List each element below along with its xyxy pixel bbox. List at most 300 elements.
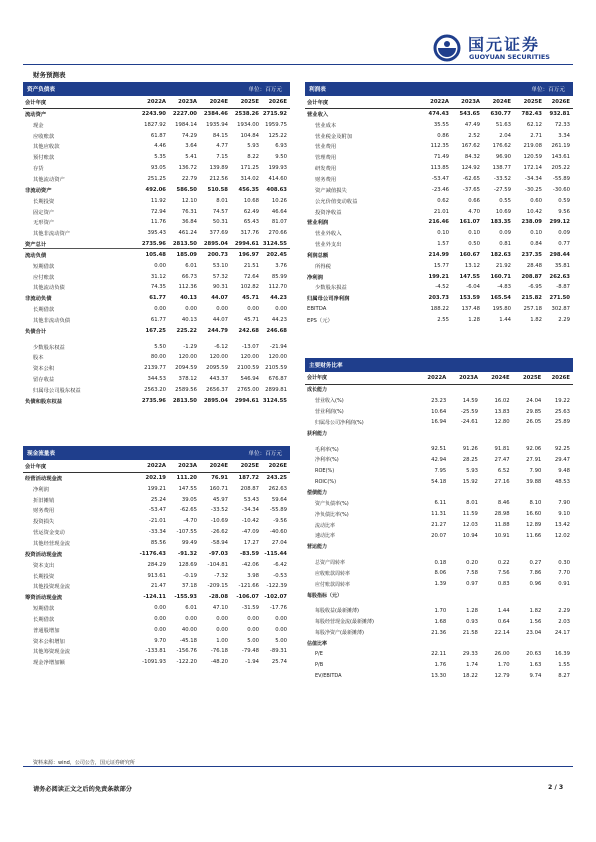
cell-value: 2.04 (499, 132, 511, 139)
table-row (23, 195, 290, 206)
cell-value: 12.03 (462, 522, 478, 529)
table-row (305, 428, 573, 439)
cell-value: 8.01 (216, 197, 228, 204)
table-row (23, 260, 290, 271)
cell-value: 112.70 (268, 284, 287, 291)
table-row (23, 282, 290, 293)
page-number: 2 / 3 (548, 784, 564, 791)
cell-value: 13.12 (464, 262, 480, 269)
cell-value: 408.63 (266, 186, 287, 193)
cell-value: 171.25 (240, 165, 259, 172)
table-row (23, 293, 290, 304)
cell-value: 19.22 (554, 397, 570, 404)
table-row (23, 592, 290, 603)
row-label: 流动负债 (25, 252, 47, 259)
cell-value: 12.80 (494, 419, 510, 426)
row-label: 资产负债率(%) (315, 500, 349, 507)
cell-value: 72.64 (243, 273, 259, 280)
column-header-year: 2024E (491, 374, 510, 381)
cell-value: 15.92 (462, 478, 478, 485)
cell-value: -58.94 (210, 539, 228, 546)
cell-value: 0.00 (216, 615, 228, 622)
cell-value: 27.04 (271, 539, 287, 546)
cell-value: 10.69 (495, 208, 511, 215)
cell-value: 7.86 (529, 570, 542, 577)
cell-value: 299.12 (549, 219, 570, 226)
table-row (23, 483, 290, 494)
cell-value: 40.13 (181, 316, 197, 323)
cell-value: 92.51 (431, 446, 447, 453)
cell-value: 45.97 (212, 496, 228, 503)
row-label: 营业费用 (315, 144, 337, 151)
cell-value: 59.64 (271, 496, 287, 503)
column-header-year: 2025E (523, 98, 542, 105)
cell-value: 5.93 (247, 143, 259, 150)
row-label: 净利润 (307, 274, 323, 281)
cell-value: 0.00 (247, 306, 259, 313)
cell-value: 9.70 (154, 637, 166, 644)
cell-value: -1.29 (183, 343, 197, 350)
cell-value: -6.95 (528, 284, 542, 291)
financial-ratios-table (305, 358, 573, 681)
cell-value: -45.18 (179, 637, 197, 644)
cell-value: 302.87 (551, 306, 570, 313)
row-label: ROE(%) (315, 467, 335, 474)
cell-value: -209.15 (207, 583, 228, 590)
cell-value: 44.07 (211, 295, 228, 302)
cell-value: 10.68 (243, 197, 259, 204)
cell-value: 25.74 (271, 659, 287, 666)
table-row (305, 304, 573, 315)
cell-value: 199.21 (428, 273, 449, 280)
cell-value: 2.29 (558, 316, 570, 323)
table-row (23, 505, 290, 516)
table-row (305, 627, 573, 638)
row-label: 股本 (33, 355, 44, 362)
column-header-year: 2022A (430, 98, 449, 105)
cell-value: 461.24 (178, 230, 197, 237)
cell-value: 630.77 (490, 110, 511, 117)
row-label: 折旧摊销 (33, 497, 55, 504)
source-note: 资料来源：wind，公司公告，国元证券研究所 (33, 760, 135, 766)
cell-value: 91.26 (462, 446, 478, 453)
cell-value: 3.76 (275, 262, 287, 269)
cell-value: 2100.59 (237, 365, 259, 372)
cell-value: 7.70 (558, 570, 570, 577)
cell-value: -17.76 (269, 605, 287, 612)
cell-value: 196.97 (238, 251, 259, 258)
table-row (23, 646, 290, 657)
row-label: 存货 (33, 166, 44, 173)
table-title: 利润表 (309, 87, 326, 93)
row-label: 财务费用 (33, 508, 55, 515)
table-row (305, 509, 573, 520)
cell-value: -34.34 (241, 507, 259, 514)
cell-value: 0.93 (466, 618, 478, 625)
row-label: 长期投资 (33, 573, 55, 580)
row-label: 普通股增加 (33, 627, 60, 634)
cell-value: 0.59 (558, 197, 570, 204)
cell-value: 11.88 (494, 522, 510, 529)
cell-value: 128.69 (178, 561, 197, 568)
cell-value: 7.90 (529, 467, 542, 474)
row-label: 流动资产 (25, 111, 47, 118)
cell-value: -33.52 (210, 507, 228, 514)
cell-value: 147.55 (459, 273, 480, 280)
guoyuan-logo-icon (432, 34, 462, 62)
cell-value: -97.03 (209, 550, 228, 557)
row-label: 营业利润(%) (315, 409, 344, 416)
cell-value: 474.43 (428, 110, 449, 117)
table-row (23, 538, 290, 549)
table-unit: 单位：百万元 (248, 451, 282, 457)
cell-value: 72.94 (150, 208, 166, 215)
cell-value: 120.00 (240, 354, 259, 361)
cell-value: 61.87 (150, 132, 166, 139)
cell-value: 160.71 (490, 273, 511, 280)
cell-value: 12.79 (494, 673, 510, 680)
table-row (305, 520, 573, 531)
column-header-year: 2023A (459, 374, 478, 381)
cell-value: 2735.96 (141, 397, 166, 404)
table-row (305, 444, 573, 455)
cell-value: 62.12 (526, 121, 542, 128)
cell-value: 45.71 (243, 316, 259, 323)
cell-value: 782.43 (521, 110, 542, 117)
cell-value: 124.92 (461, 165, 480, 172)
cell-value: 11.66 (526, 532, 542, 539)
cell-value: 9.56 (558, 208, 570, 215)
cell-value: 26.05 (526, 419, 542, 426)
row-label: 经营活动现金流 (25, 475, 63, 482)
cell-value: -122.20 (176, 659, 197, 666)
cell-value: -106.07 (236, 594, 259, 601)
cell-value: 314.02 (240, 175, 259, 182)
cell-value: 18.22 (462, 673, 478, 680)
row-label: 投资活动现金流 (25, 551, 63, 558)
table-row (23, 141, 290, 152)
table-row (23, 174, 290, 185)
cell-value: 74.35 (150, 284, 166, 291)
cell-value: 200.73 (207, 251, 228, 258)
cell-value: 0.10 (530, 230, 542, 237)
cell-value: 0.00 (275, 306, 287, 313)
cell-value: 0.77 (558, 241, 570, 248)
table-row (305, 109, 573, 120)
table-row (23, 315, 290, 326)
row-label: 短期借款 (33, 263, 55, 270)
cell-value: 3.64 (185, 143, 197, 150)
cell-value: 2715.92 (262, 110, 287, 117)
cell-value: 0.81 (499, 241, 511, 248)
row-label: 其他流动负债 (33, 285, 65, 292)
cell-value: -27.59 (493, 186, 511, 193)
table-row (305, 130, 573, 141)
row-label: EPS（元） (307, 317, 333, 324)
cell-value: 12.10 (181, 197, 197, 204)
cell-value: 2139.77 (144, 365, 166, 372)
row-label: 营运能力 (307, 544, 328, 551)
cell-value: 187.72 (238, 474, 259, 481)
column-header-year: 2022A (427, 374, 447, 381)
table-header (305, 358, 573, 372)
cell-value: 53.43 (243, 496, 259, 503)
row-label: P/B (315, 662, 324, 669)
cell-value: -102.07 (264, 594, 287, 601)
row-label: 其他非流动负债 (33, 317, 71, 324)
cell-value: 2243.90 (141, 110, 166, 117)
cell-value: 246.68 (266, 327, 287, 334)
cell-value: 25.24 (150, 496, 166, 503)
cell-value: 208.87 (521, 273, 542, 280)
cell-value: 9.48 (558, 467, 570, 474)
cell-value: 7.90 (558, 500, 570, 507)
cell-value: 92.25 (554, 446, 570, 453)
column-header-year: 2022A (147, 462, 166, 469)
cell-value: 20.63 (526, 651, 542, 658)
cell-value: 104.84 (240, 132, 259, 139)
cell-value: -6.04 (466, 284, 480, 291)
cell-value: 456.35 (238, 186, 259, 193)
cell-value: 6.93 (275, 143, 287, 150)
cell-value: 74.29 (181, 132, 197, 139)
cell-value: 153.59 (459, 295, 480, 302)
cell-value: 1934.00 (237, 121, 259, 128)
cell-value: 176.62 (492, 143, 511, 150)
cell-value: 7.95 (434, 467, 447, 474)
cell-value: 29.85 (526, 408, 542, 415)
table-row (305, 239, 573, 250)
cell-value: 0.20 (466, 559, 478, 566)
cell-value: 36.84 (181, 219, 197, 226)
table-row (23, 304, 290, 315)
cell-value: 76.31 (181, 208, 197, 215)
cell-value: 160.67 (459, 251, 480, 258)
row-label: 营业收入(%) (315, 398, 344, 405)
cell-value: 24.17 (554, 629, 570, 636)
cell-value: 165.54 (490, 295, 511, 302)
cell-value: -83.59 (240, 550, 259, 557)
cell-value: 1.28 (466, 607, 478, 614)
row-label: 负债和股东权益 (25, 398, 63, 405)
cell-value: 2227.00 (172, 110, 197, 117)
footer-rule (23, 766, 573, 767)
cell-value: -30.25 (524, 186, 542, 193)
cell-value: 0.00 (216, 306, 228, 313)
cell-value: -91.32 (178, 550, 197, 557)
cell-value: 120.00 (209, 354, 228, 361)
table-row (305, 476, 573, 487)
cell-value: 6.01 (185, 262, 197, 269)
cell-value: 182.63 (490, 251, 511, 258)
cell-value: 913.61 (147, 572, 166, 579)
table-row (23, 473, 290, 484)
cell-value: 1.74 (466, 662, 478, 669)
cell-value: 2538.26 (234, 110, 259, 117)
column-header-row (305, 372, 573, 385)
cell-value: -40.60 (269, 529, 287, 536)
table-row (23, 603, 290, 614)
cell-value: 1935.94 (206, 121, 228, 128)
cell-value: 0.00 (216, 626, 228, 633)
table-row (23, 130, 290, 141)
row-label: 应付账款 (33, 274, 55, 281)
cell-value: -13.07 (241, 343, 259, 350)
cell-value: 99.49 (181, 539, 197, 546)
cell-value: 39.05 (181, 496, 197, 503)
table-row (305, 206, 573, 217)
cell-value: 378.12 (178, 376, 197, 383)
table-row (305, 660, 573, 671)
cell-value: 26.00 (494, 651, 510, 658)
column-header-year: 2024E (209, 98, 228, 105)
row-label: 净利润 (33, 486, 49, 493)
cell-value: 5.00 (247, 637, 259, 644)
cell-value: 53.10 (212, 262, 228, 269)
row-label: 非流动资产 (25, 187, 52, 194)
cell-value: 2813.50 (172, 397, 197, 404)
table-row (305, 195, 573, 206)
cell-value: 0.00 (154, 306, 166, 313)
column-header-year: 2025E (240, 98, 259, 105)
column-header-year: 2026E (551, 374, 570, 381)
cell-value: 71.49 (433, 154, 449, 161)
cell-value: 0.66 (468, 197, 480, 204)
table-row (23, 163, 290, 174)
cell-value: 21.01 (433, 208, 449, 215)
table-row (23, 581, 290, 592)
cell-value: 1.70 (434, 607, 447, 614)
cell-value: 27.47 (494, 456, 510, 463)
table-title: 资产负债表 (27, 87, 55, 93)
cell-value: 61.77 (150, 316, 166, 323)
cell-value: -53.47 (148, 507, 166, 514)
cell-value: -155.93 (174, 594, 197, 601)
column-header-year: 2023A (178, 98, 197, 105)
cell-value: 225.22 (176, 327, 197, 334)
table-row (23, 516, 290, 527)
cell-value: 48.53 (554, 478, 570, 485)
cell-value: 6.11 (434, 500, 447, 507)
cell-value: 5.41 (185, 154, 197, 161)
cell-value: 543.65 (459, 110, 480, 117)
cell-value: 35.55 (433, 121, 449, 128)
cell-value: 14.59 (462, 397, 478, 404)
row-label: 营业税金及附加 (315, 133, 353, 140)
row-label: 长期投资 (33, 198, 55, 205)
cell-value: 0.00 (154, 626, 166, 633)
cell-value: -89.31 (269, 648, 287, 655)
row-label: 营业利润 (307, 220, 329, 227)
table-row (305, 163, 573, 174)
column-header-year: 2025E (240, 462, 259, 469)
cell-value: -1091.93 (142, 659, 166, 666)
logo-name-en: GUOYUAN SECURITIES (469, 53, 550, 61)
cell-value: 205.22 (551, 165, 570, 172)
footer-disclaimer: 请务必阅读正文之后的免责条款部分 (33, 786, 132, 793)
cell-value: 1959.75 (265, 121, 287, 128)
cell-value: 7.15 (216, 154, 228, 161)
row-label: 研发费用 (315, 166, 337, 173)
cell-value: 0.00 (154, 615, 166, 622)
column-header-year: 2026E (268, 462, 287, 469)
cell-value: -0.19 (183, 572, 197, 579)
cell-value: -47.09 (241, 529, 259, 536)
row-label: 应付账款周转率 (315, 581, 351, 588)
cell-value: 2735.96 (141, 240, 166, 247)
table-row (305, 541, 573, 552)
row-label: 管理费用 (315, 155, 337, 162)
table-row (23, 494, 290, 505)
cell-value: 2813.50 (172, 240, 197, 247)
row-label: 应收账款周转率 (315, 570, 351, 577)
table-header (23, 446, 290, 460)
row-label: 筹资活动现金流 (25, 595, 63, 602)
cell-value: -48.20 (210, 659, 228, 666)
row-label: P/E (315, 651, 323, 658)
cell-value: 202.45 (266, 251, 287, 258)
cell-value: 102.82 (240, 284, 259, 291)
row-label: 预付账款 (33, 155, 55, 162)
table-row (305, 395, 573, 406)
table-row (305, 315, 573, 326)
company-logo (432, 30, 572, 66)
logo-name-cn: 国元证券 (468, 35, 541, 54)
table-row (23, 385, 290, 396)
cell-value: 237.35 (521, 251, 542, 258)
table-row (23, 109, 290, 120)
cell-value: 9.10 (558, 511, 570, 518)
cell-value: 8.46 (497, 500, 510, 507)
row-label: 营运资金变动 (33, 530, 65, 537)
table-row (23, 271, 290, 282)
cell-value: -53.47 (431, 175, 449, 182)
cell-value: 202.19 (145, 474, 166, 481)
cell-value: -104.81 (207, 561, 228, 568)
cell-value: -122.39 (266, 583, 287, 590)
cell-value: 510.58 (207, 186, 228, 193)
cell-value: 10.94 (462, 532, 478, 539)
cell-value: 16.02 (494, 397, 510, 404)
cell-value: -8.87 (556, 284, 570, 291)
cell-value: 0.00 (247, 615, 259, 622)
cell-value: 37.18 (181, 583, 197, 590)
cell-value: 676.87 (268, 376, 287, 383)
cell-value: 13.83 (494, 408, 510, 415)
table-unit: 单位：百万元 (531, 87, 565, 93)
table-row (23, 374, 290, 385)
cell-value: 28.98 (494, 511, 510, 518)
table-row (305, 184, 573, 195)
cell-value: 93.05 (150, 165, 166, 172)
cell-value: 271.50 (549, 295, 570, 302)
row-label: 获利能力 (307, 430, 328, 437)
cell-value: 76.91 (211, 474, 228, 481)
cell-value: 5.00 (275, 637, 287, 644)
cell-value: 61.77 (149, 295, 166, 302)
table-row (23, 363, 290, 374)
cell-value: 47.49 (464, 121, 480, 128)
cell-value: 0.00 (275, 615, 287, 622)
cell-value: -42.06 (241, 561, 259, 568)
cell-value: 44.07 (212, 316, 228, 323)
cell-value: 199.21 (147, 485, 166, 492)
cell-value: 62.49 (243, 208, 259, 215)
cell-value: 183.35 (490, 219, 511, 226)
row-label: 公允价值变动收益 (315, 198, 358, 205)
table-header (23, 82, 290, 96)
table-row (305, 590, 573, 601)
